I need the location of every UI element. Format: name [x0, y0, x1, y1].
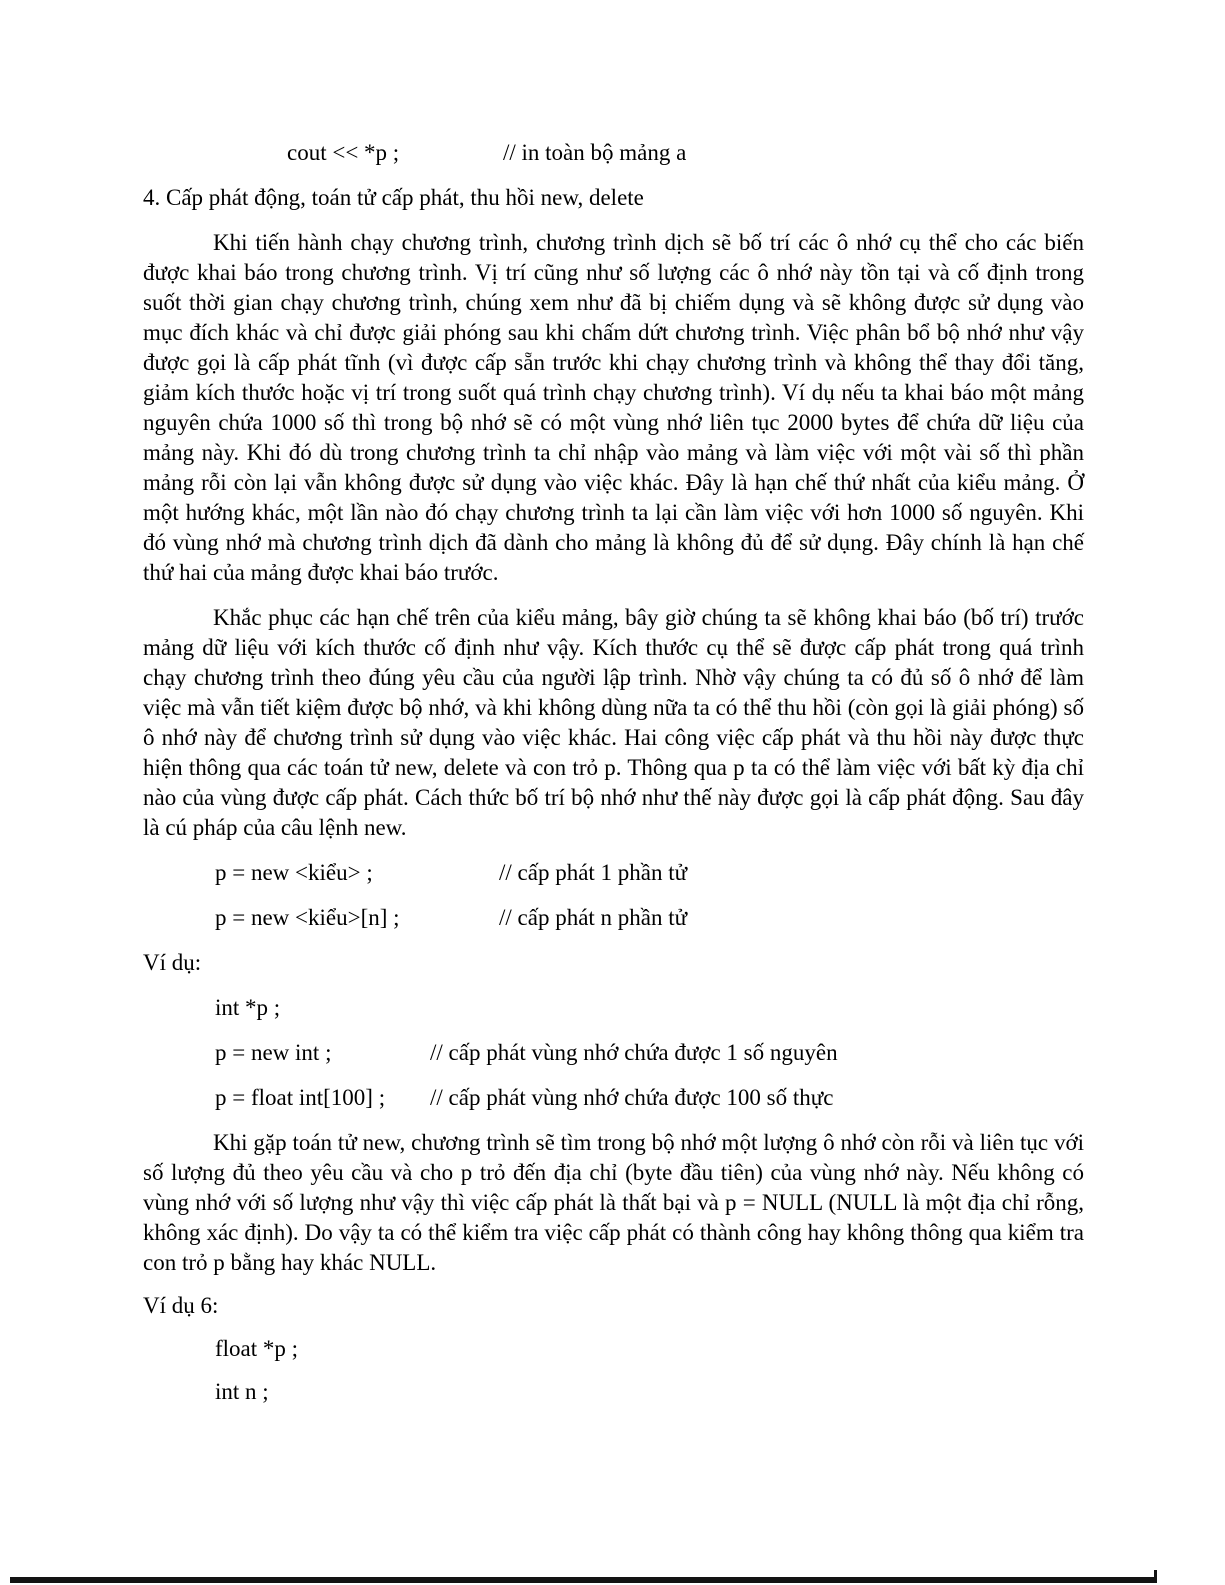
- paragraph-static-allocation: Khi tiến hành chạy chương trình, chương trình dịch sẽ bố trí các ô nhớ cụ thể cho các biến được khai báo trong chương trình. Vị trí cũng như số lượng các ô nhớ này tồn tại và cố định trong suốt thời gian chạy chương trình, chúng xem như đã bị chiếm dụng và sẽ không được sử dụng vào mục đích khác và chỉ được giải phóng sau khi chấm dứt chương trình. Việc phân bổ bộ nhớ như vậy được gọi là cấp phát tĩnh (vì được cấp sẵn trước khi chạy chương trình và không thể thay đổi tăng, giảm kích thước hoặc vị trí trong suốt quá trình chạy chương trình). Ví dụ nếu ta khai báo một mảng nguyên chứa 1000 số thì trong bộ nhớ sẽ có một vùng nhớ liên tục 2000 bytes để chứa dữ liệu của mảng này. Khi đó dù trong chương trình ta chỉ nhập vào mảng và làm việc với một vài số thì phần mảng rỗi còn lại vẫn không được sử dụng vào việc khác. Đây là hạn chế thứ nhất của kiểu mảng. Ở một hướng khác, một lần nào đó chạy chương trình ta lại cần làm việc với hơn 1000 số nguyên. Khi đó vùng nhớ mà chương trình dịch đã dành cho mảng là không đủ để sử dụng. Đây chính là hạn chế thứ hai của mảng được khai báo trước.: [143, 230, 1084, 585]
- code-comment: // cấp phát vùng nhớ chứa được 1 số nguyên: [430, 1040, 838, 1065]
- code-line-new-syntax-n: [143, 903, 1084, 933]
- code-line-cout: [143, 138, 1084, 168]
- code-text: int n ;: [215, 1379, 269, 1404]
- code-line-float-p: [143, 1334, 1084, 1364]
- code-comment: // cấp phát vùng nhớ chứa được 100 số thực: [430, 1085, 834, 1110]
- code-line-int-p: [143, 993, 1084, 1023]
- code-text: float *p ;: [215, 1336, 299, 1361]
- code-text: p = float int[100] ;: [215, 1085, 386, 1110]
- example6-label: Ví dụ 6:: [143, 1293, 219, 1318]
- code-comment: // cấp phát n phần tử: [499, 905, 688, 930]
- code-line-new-syntax-1: [143, 858, 1084, 888]
- code-line-int-n: [143, 1377, 1084, 1407]
- paragraph-new-operator: Khi gặp toán tử new, chương trình sẽ tìm trong bộ nhớ một lượng ô nhớ còn rỗi và liên tục với số lượng đủ theo yêu cầu và cho p trỏ đến địa chỉ (byte đầu tiên) của vùng nhớ này. Nếu không có vùng nhớ với số lượng như vậy thì việc cấp phát là thất bại và p = NULL (NULL là một địa chỉ rỗng, không xác định). Do vậy ta có thể kiểm tra việc cấp phát có thành công hay không thông qua kiểm tra con trỏ p bằng hay khác NULL.: [143, 1130, 1084, 1275]
- code-comment: // cấp phát 1 phần tử: [499, 860, 688, 885]
- code-text: p = new <kiểu> ;: [215, 860, 373, 885]
- bottom-rule: [10, 1577, 1157, 1583]
- paragraph-dynamic-allocation: Khắc phục các hạn chế trên của kiểu mảng, bây giờ chúng ta sẽ không khai báo (bố trí) trước mảng dữ liệu với kích thước cố định như vậy. Kích thước cụ thể sẽ được cấp phát trong quá trình chạy chương trình theo đúng yêu cầu của người lập trình. Nhờ vậy chúng ta có đủ số ô nhớ để làm việc mà vẫn tiết kiệm được bộ nhớ, và khi không dùng nữa ta có thể thu hồi (còn gọi là giải phóng) số ô nhớ này để chương trình sử dụng vào việc khác. Hai công việc cấp phát và thu hồi này được thực hiện thông qua các toán tử new, delete và con trỏ p. Thông qua p ta có thể làm việc với bất kỳ địa chỉ nào của vùng được cấp phát. Cách thức bố trí bộ nhớ như thế này được gọi là cấp phát động. Sau đây là cú pháp của câu lệnh new.: [143, 605, 1084, 840]
- code-line-new-int: [143, 1038, 1084, 1068]
- example-label: Ví dụ:: [143, 950, 202, 975]
- code-text: p = new int ;: [215, 1040, 332, 1065]
- bottom-rule-tick: [1154, 1570, 1157, 1583]
- code-text: cout << *p ;: [287, 140, 400, 165]
- code-line-float-int-100: [143, 1083, 1084, 1113]
- section-heading: 4. Cấp phát động, toán tử cấp phát, thu hồi new, delete: [143, 185, 644, 210]
- code-text: p = new <kiểu>[n] ;: [215, 905, 400, 930]
- code-comment: // in toàn bộ mảng a: [503, 140, 687, 165]
- code-text: int *p ;: [215, 995, 281, 1020]
